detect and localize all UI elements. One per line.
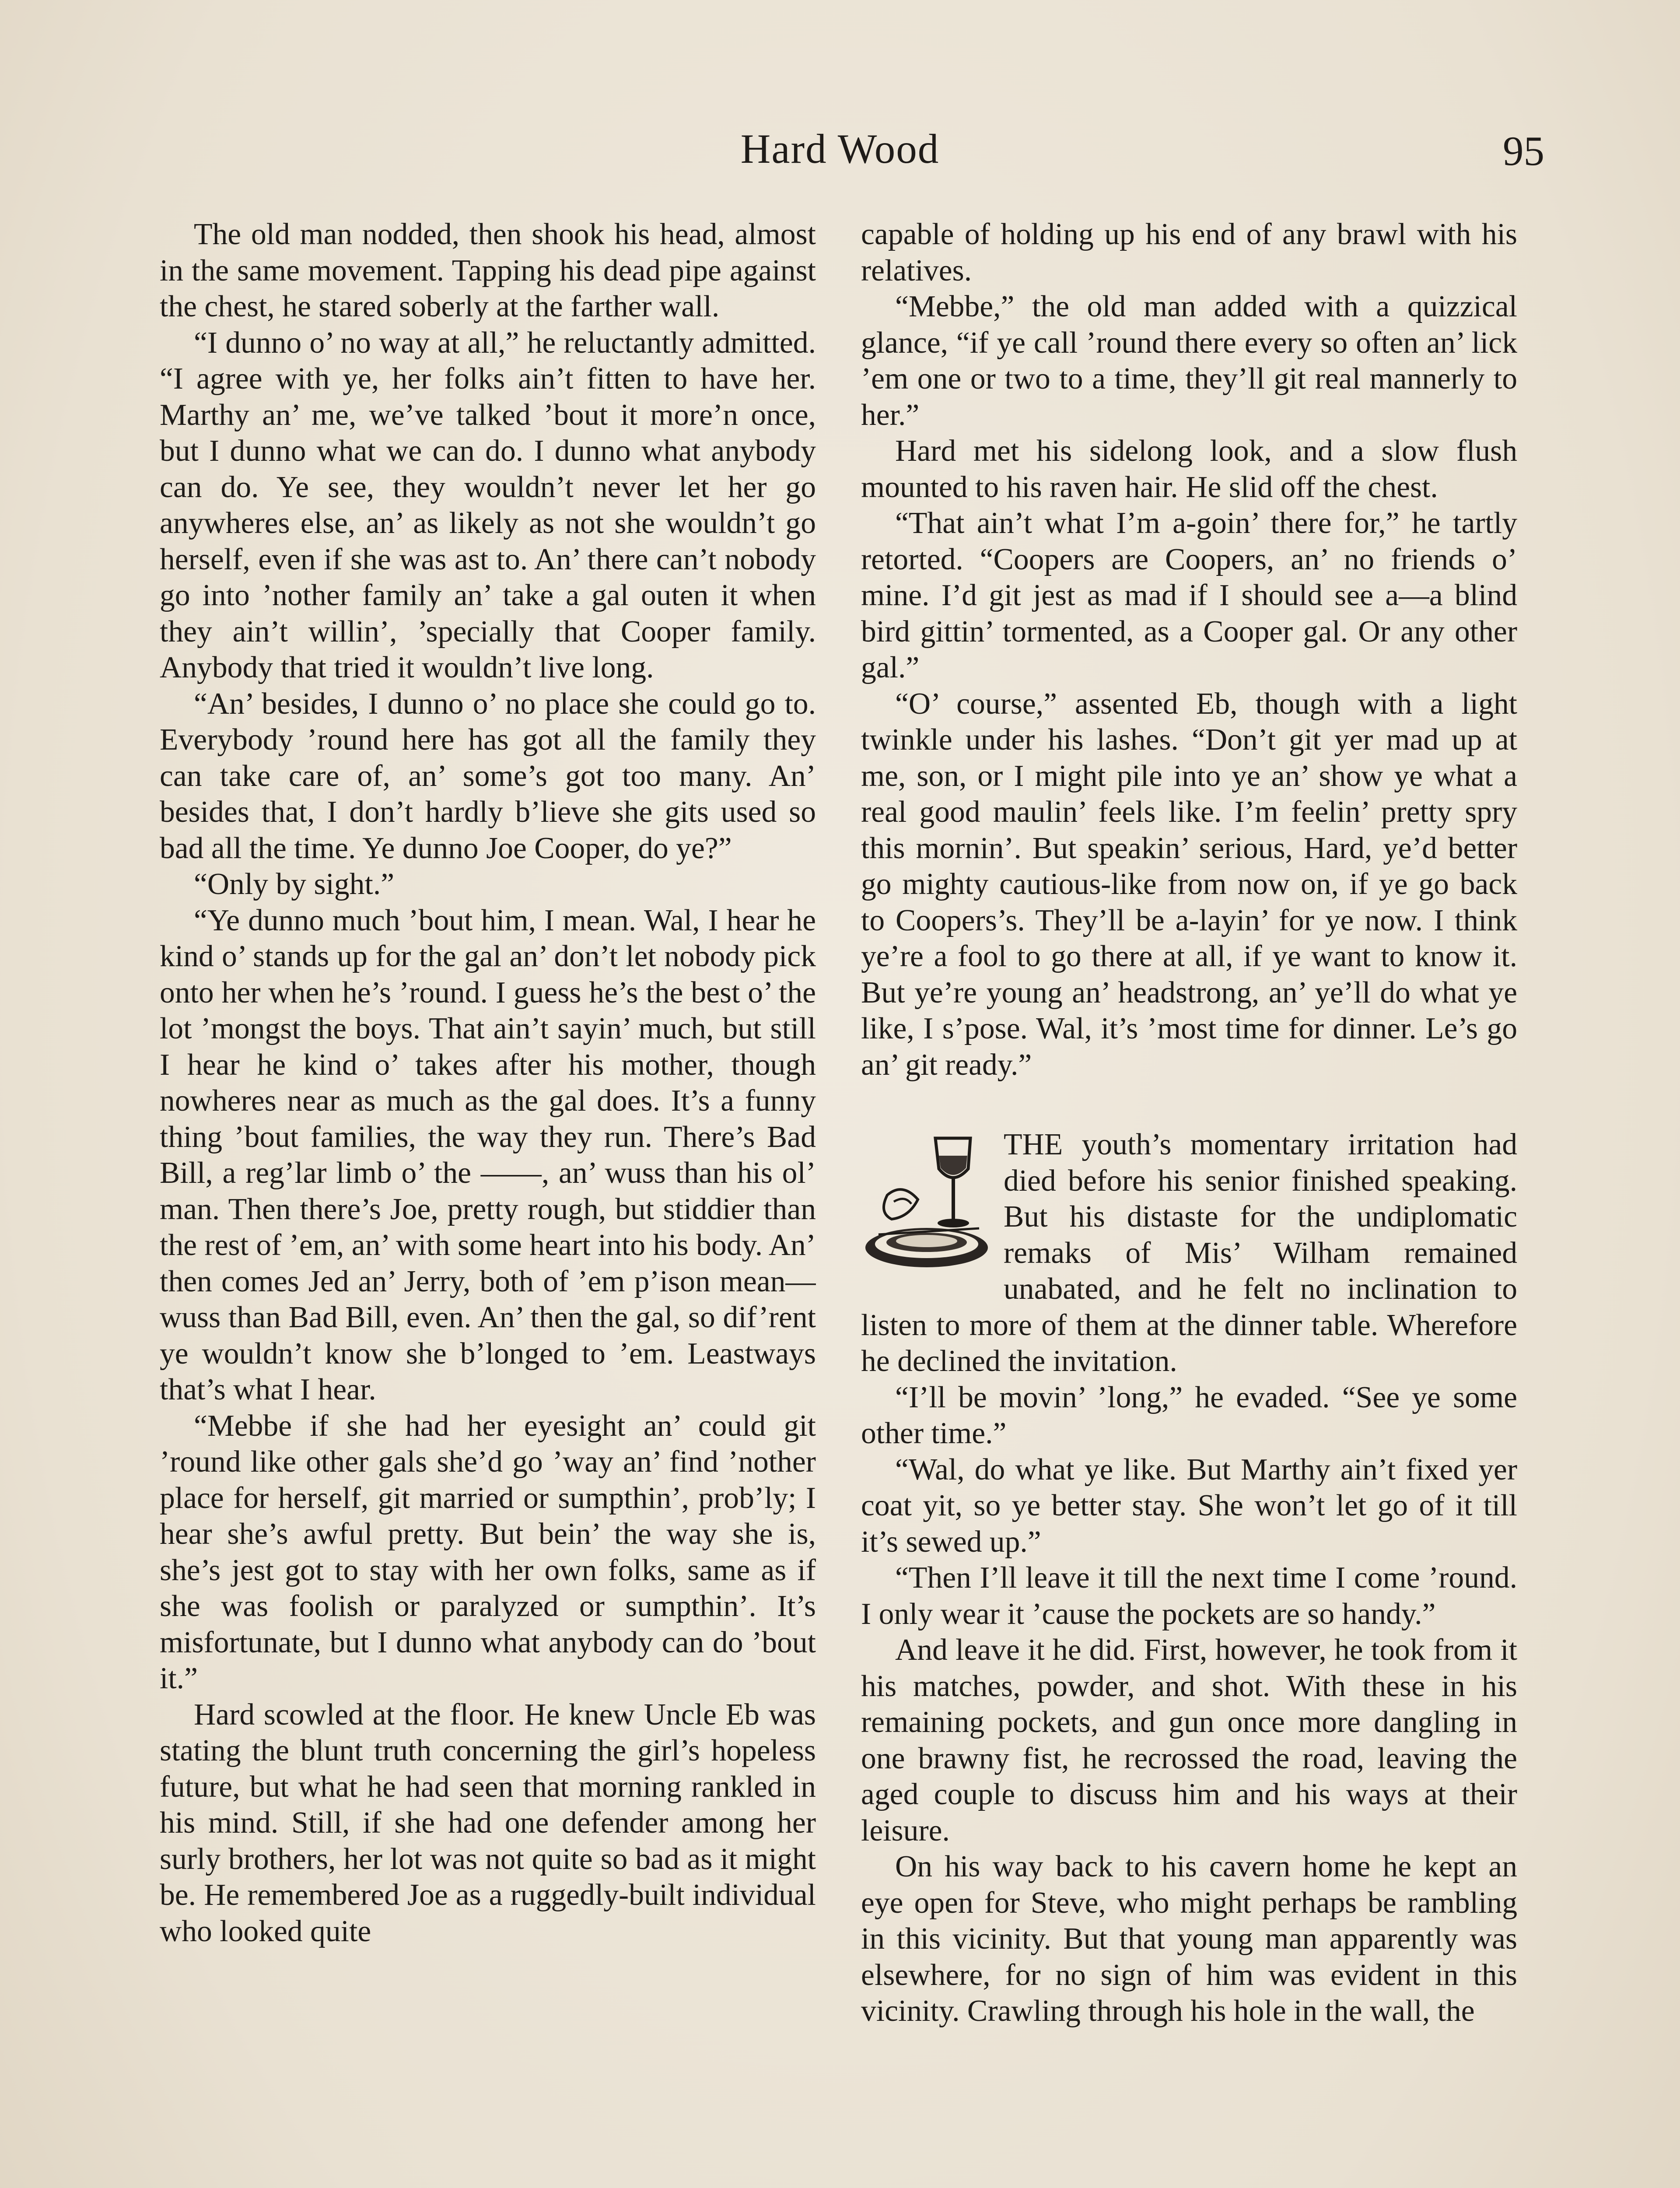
paragraph: “Mebbe,” the old man added with a quizzical glance, “if ye call ’round there every so often an’ lick ’em one or two to a time, they’ll git real mannerly to her.” [861, 290, 1517, 432]
paragraph: “That ain’t what I’m a-goin’ there for,” he tartly retorted. “Coopers are Coopers, an’ no friends o’ mine. I’d git jest as mad if I should see a—a blind bird gittin’ tormented, as a Cooper gal. Or any other gal.” [861, 506, 1517, 684]
paragraph: THE youth’s momentary irritation had died before his senior finished speaking. But his distaste for the undiplomatic remaks of Mis’ Wilham remained unabated, and he felt no inclination to listen to more of them at the dinner table. Wherefore he declined the invitation. [861, 1128, 1517, 1378]
paragraph: Hard scowled at the floor. He knew Uncle Eb was stating the blunt truth concerning the girl’s hopeless future, but what he had seen that morning rankled in his mind. Still, if she had one defender among her surly brothers, her lot was not quite so bad as it might be. He remembered Joe as a ruggedly-built individual who looked quite [160, 1697, 816, 1948]
paragraph: On his way back to his cavern home he kept an eye open for Steve, who might perhaps be rambling in this vicinity. But that young man apparently was elsewhere, for no sign of him was evident in this vicinity. Crawling through his hole in the wall, the [861, 1850, 1517, 2028]
paragraph: “Wal, do what ye like. But Marthy ain’t fixed yer coat yit, so ye better stay. She won’t let go of it till it’s sewed up.” [861, 1452, 1517, 1559]
paragraph: “Mebbe if she had her eyesight an’ could git ’round like other gals she’d go ’way an’ find ’nother place for herself, git married or sumpthin’, prob’ly; I hear she’s awful pretty. But bein’ the way she is, she’s jest got to stay with her own folks, same as if she was foolish or paralyzed or sumpthin’. It’s misfortunate, but I dunno what anybody can do ’bout it.” [160, 1409, 816, 1695]
left-text-column [160, 217, 816, 2188]
ornament-drawing [861, 1129, 992, 1274]
right-column-continuation [861, 217, 1517, 1083]
paragraph: capable of holding up his end of any brawl with his relatives. [861, 217, 1517, 288]
paragraph: “Then I’ll leave it till the next time I come ’round. I only wear it ’cause the pockets are so handy.” [861, 1561, 1517, 1631]
section-break [861, 1127, 1517, 2030]
page-header-title: Hard Wood [740, 126, 940, 172]
paragraph: “An’ besides, I dunno o’ no place she could go to. Everybody ’round here has got all the family they can take care of, an’ some’s got too many. An’ besides that, I don’t hardly b’lieve she gits used so bad all the time. Ye dunno Joe Cooper, do ye?” [160, 687, 816, 865]
paragraph: “Ye dunno much ’bout him, I mean. Wal, I hear he kind o’ stands up for the gal an’ don’t let nobody pick onto her when he’s ’round. I guess he’s the best o’ the lot ’mongst the boys. That ain’t sayin’ much, but still I hear he kind o’ takes after his mother, though nowheres near as much as the gal does. It’s a funny thing ’bout families, the way they run. There’s Bad Bill, a reg’lar limb o’ the ——, an’ wuss than his ol’ man. Then there’s Joe, pretty rough, but stiddier than the rest of ’em, an’ with some heart into his body. An’ then comes Jed an’ Jerry, both of ’em p’ison mean—wuss than Bad Bill, even. An’ then the gal, so dif’rent ye wouldn’t know she b’longed to ’em. Leastways that’s what I hear. [160, 903, 816, 1406]
wine-glass-and-plate-icon [861, 1129, 992, 1274]
page-number: 95 [1503, 128, 1544, 174]
right-text-column [861, 217, 1517, 2188]
paragraph: “I dunno o’ no way at all,” he reluctantly admitted. “I agree with ye, her folks ain’t fitten to have her. Marthy an’ me, we’ve talked ’bout it more’n once, but I dunno what we can do. I dunno what anybody can do. Ye see, they wouldn’t never let her go anywheres else, an’ as likely as not she wouldn’t go herself, even if she was ast to. An’ there can’t nobody go into ’nother family an’ take a gal outen it when they ain’t willin’, ’specially that Cooper family. Anybody that tried it wouldn’t live long. [160, 326, 816, 684]
paragraph: And leave it he did. First, however, he took from it his matches, powder, and shot. With these in his remaining pockets, and gun once more dangling in one brawny fist, he recrossed the road, leaving the aged couple to discuss him and his ways at their leisure. [861, 1633, 1517, 1848]
paragraph: Hard met his sidelong look, and a slow flush mounted to his raven hair. He slid off the chest. [861, 434, 1517, 504]
paragraph: “O’ course,” assented Eb, though with a light twinkle under his lashes. “Don’t git yer mad up at me, son, or I might pile into ye an’ show ye what a real good maulin’ feels like. I’m feelin’ pretty spry this mornin’. But speakin’ serious, Hard, ye’d better go mighty cautious-like from now on, if ye go back to Coopers’s. They’ll be a-layin’ for ye now. I think ye’re a fool to go there at all, if ye want to know it. But ye’re young an’ headstrong, an’ ye’ll do what ye like, I s’pose. Wal, it’s ’most time for dinner. Le’s go an’ git ready.” [861, 687, 1517, 1082]
paragraph: “I’ll be movin’ ’long,” he evaded. “See ye some other time.” [861, 1380, 1517, 1450]
paragraph: “Only by sight.” [194, 867, 395, 901]
paragraph: The old man nodded, then shook his head, almost in the same movement. Tapping his dead pipe against the chest, he stared soberly at the farther wall. [160, 217, 816, 323]
